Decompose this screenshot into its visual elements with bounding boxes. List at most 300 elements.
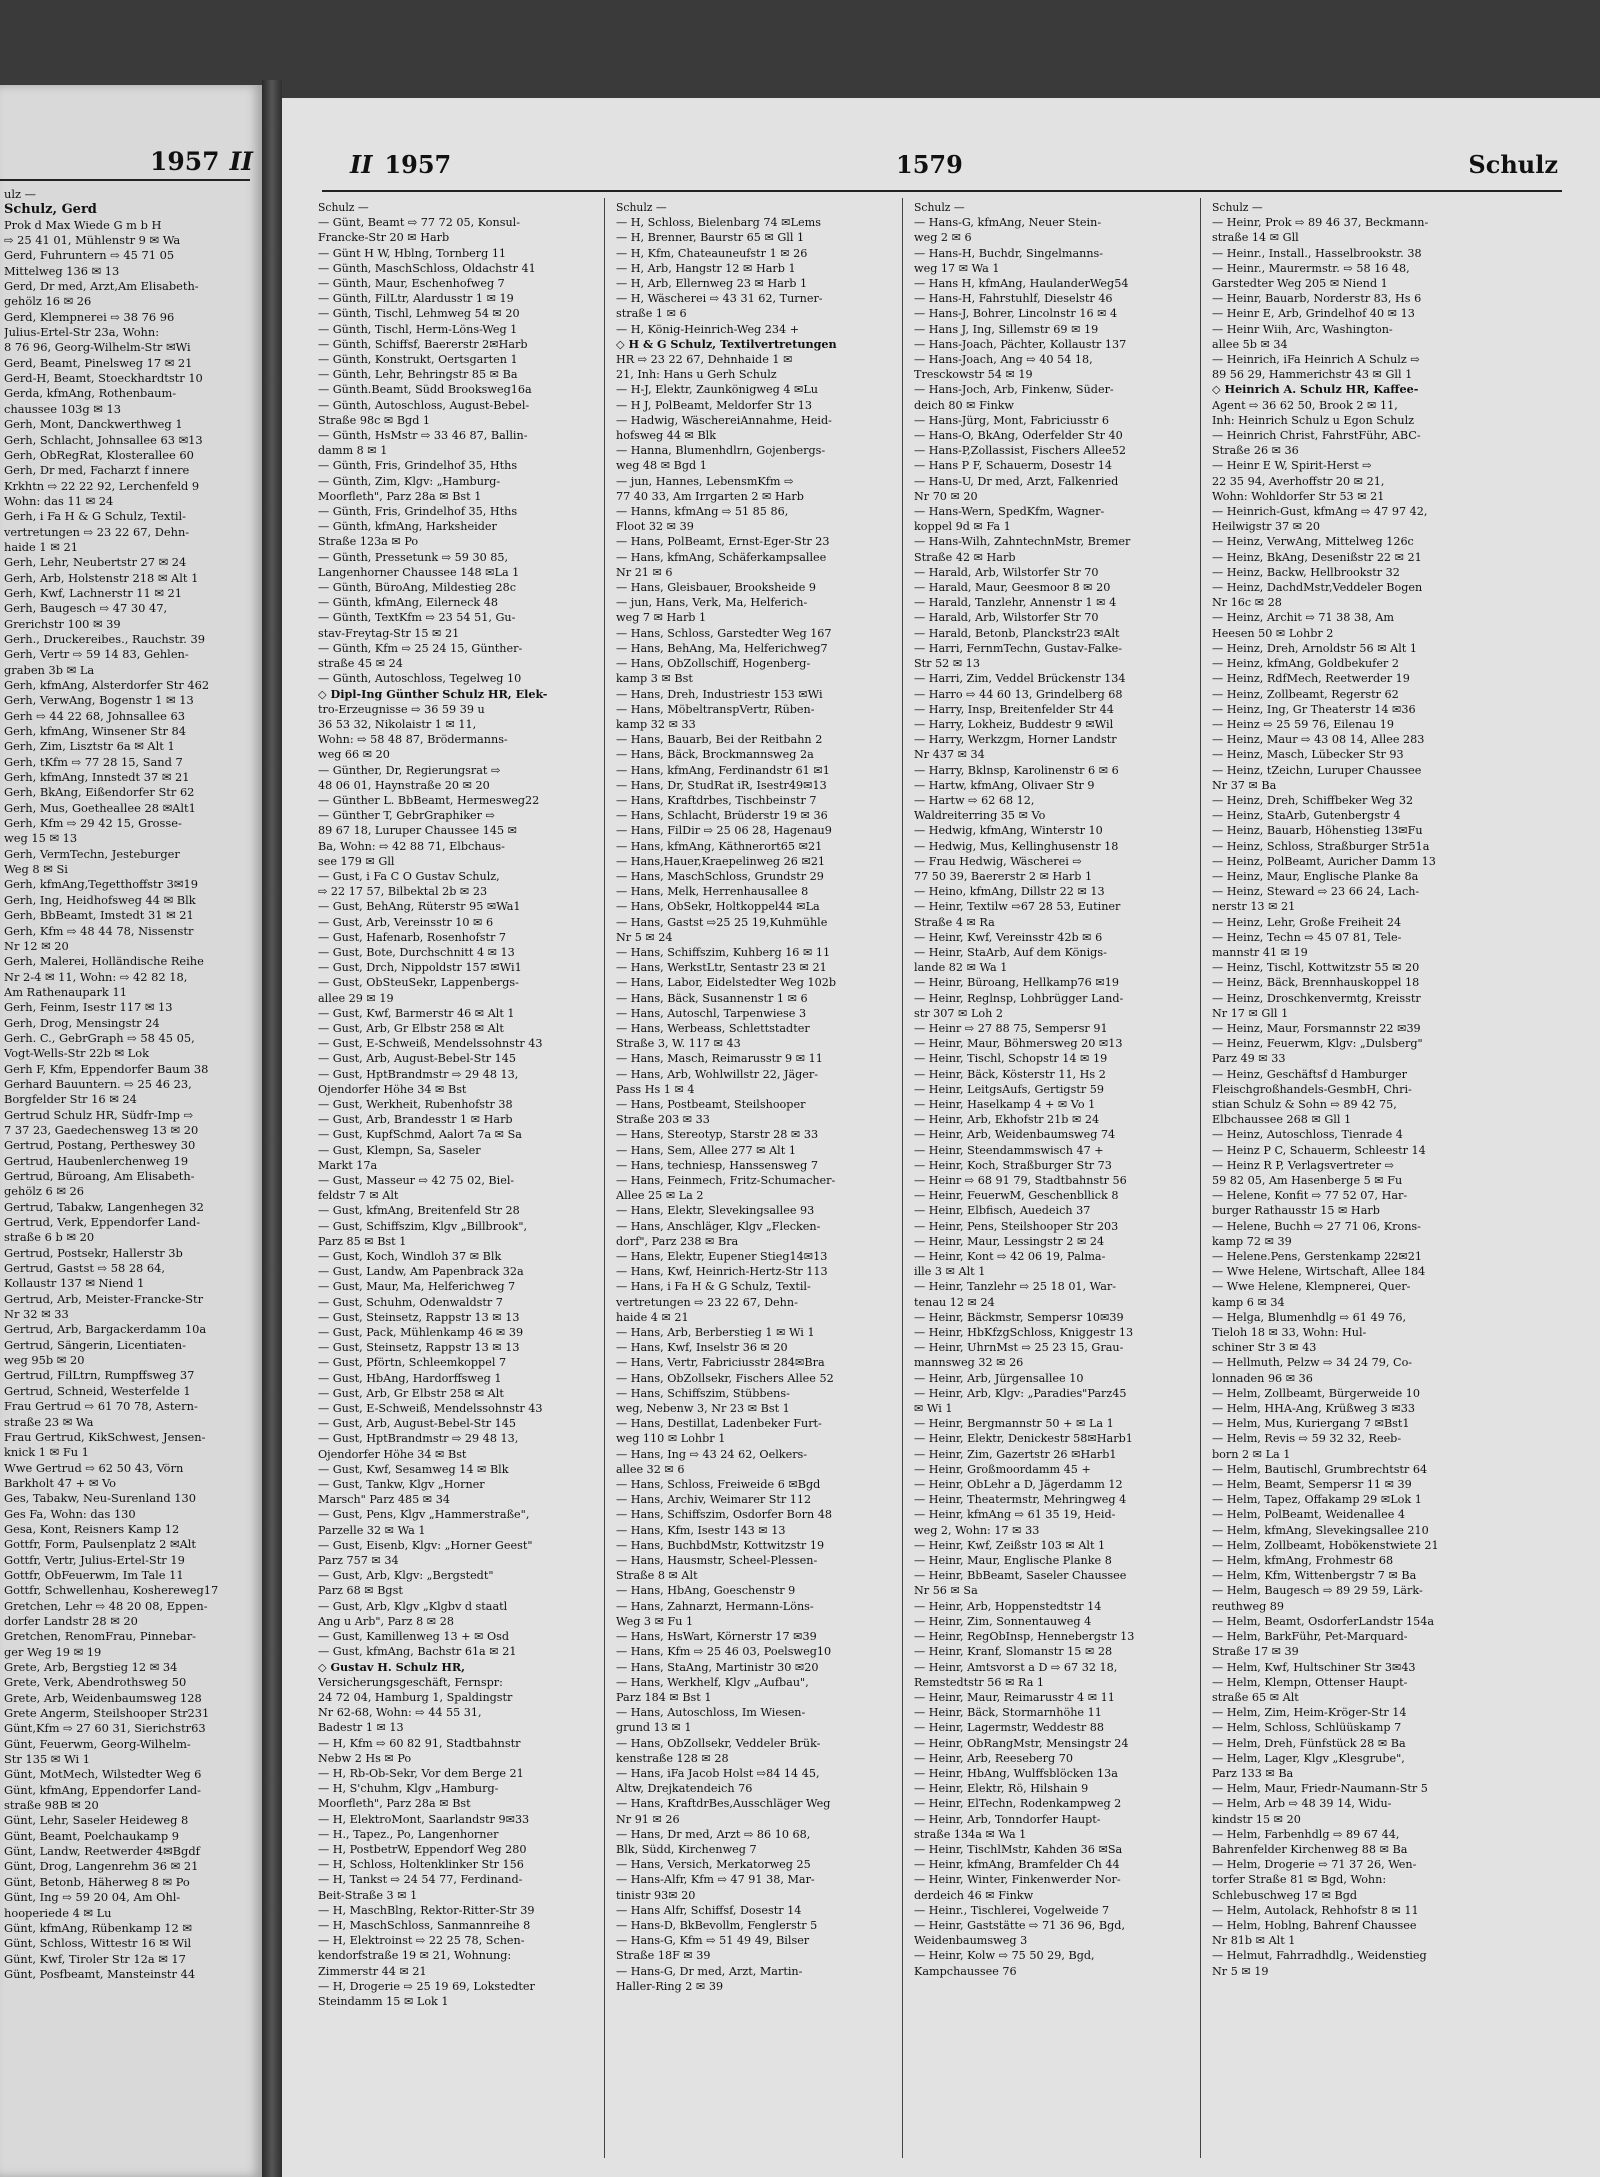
directory-entry: — Günth, Fris, Grindelhof 35, Hths [318,505,518,519]
directory-entry: allee 32 ✉ 6 [616,1462,685,1476]
directory-entry: — Hans, Dr med, Arzt ⇨ 86 10 68, [616,1827,811,1841]
directory-entry: — H, Brenner, Baurstr 65 ✉ Gll 1 [616,231,805,245]
directory-entry: — H J, PolBeamt, Meldorfer Str 13 [616,398,812,412]
directory-entry: — Harri, Zim, Veddel Brückenstr 134 [914,672,1126,686]
directory-entry: Gesa, Kont, Reisners Kamp 12 [4,1521,180,1536]
directory-entry: Gerda, kfmAng, Rothenbaum- [4,386,177,401]
directory-entry: Gertrud, Schneid, Westerfelde 1 [4,1383,191,1398]
directory-entry: — Hans, ObZollschiff, Hogenberg- [616,657,811,671]
directory-entry: straße 65 ✉ Alt [1212,1690,1299,1704]
directory-entry: — Heinz, RdfMech, Reetwerder 19 [1212,672,1410,686]
directory-entry: — Gust, Arb, August-Bebel-Str 145 [318,1052,517,1066]
directory-entry: Am Rathenaupark 11 [4,984,127,999]
directory-entry: — Helm, Maur, Friedr-Naumann-Str 5 [1212,1782,1428,1796]
directory-entry: — Günt, Beamt ⇨ 77 72 05, Konsul- [318,216,521,230]
directory-entry: — Hans, Postbeamt, Steilshooper [616,1097,806,1111]
directory-entry: Gertrud, Gastst ⇨ 58 28 64, [4,1261,166,1276]
directory-entry: — Hans P F, Schauerm, Dosestr 14 [914,459,1113,473]
directory-entry: chaussee 103g ✉ 13 [4,401,121,416]
directory-entry: Grete, Arb, Bergstieg 12 ✉ 34 [4,1660,178,1674]
directory-entry: Vogt-Wells-Str 22b ✉ Lok [4,1046,149,1061]
directory-entry: — Günth, Fris, Grindelhof 35, Hths [318,459,518,473]
directory-entry: 7 37 23, Gaedechensweg 13 ✉ 20 [4,1122,199,1137]
directory-entry: Grete Angerm, Steilshooper Str231 [4,1706,210,1721]
directory-entry: — Helmut, Fahrradhdlg., Weidenstieg [1212,1949,1427,1963]
directory-entry: Badestr 1 ✉ 13 [318,1721,404,1735]
directory-entry: Frau Gertrud ⇨ 61 70 78, Astern- [4,1399,198,1414]
directory-entry: — Heinr Wiih, Arc, Washington- [1212,322,1393,336]
directory-entry: 89 56 29, Hammerichstr 43 ✉ Gll 1 [1212,368,1413,382]
directory-entry: nerstr 13 ✉ 21 [1212,900,1296,914]
directory-entry: — Helm, BarkFühr, Pet-Marquard- [1212,1630,1408,1644]
directory-entry: gehölz 16 ✉ 26 [4,294,92,309]
directory-entry: Gertrud, Haubenlerchenweg 19 [4,1153,189,1168]
directory-entry: — Hans, Melk, Herrenhausallee 8 [616,885,809,899]
directory-entry: — Heinr, Bäckmstr, Sempersr 10✉39 [914,1310,1124,1324]
directory-entry: — Harry, Lokheiz, Buddestr 9 ✉Wil [914,717,1114,731]
directory-entry: Fleischgroßhandels-GesmbH, Chri- [1212,1082,1412,1096]
directory-entry: Steindamm 15 ✉ Lok 1 [318,1994,449,2008]
directory-entry: — Hans, KraftdrBes,Ausschläger Weg [616,1797,831,1811]
directory-entry: — Gust, Maur, Ma, Helferichweg 7 [318,1280,516,1294]
directory-entry: ger Weg 19 ✉ 19 [4,1644,102,1659]
directory-entry: Markt 17a [318,1158,378,1172]
directory-entry: — Helene, Konfit ⇨ 77 52 07, Har- [1212,1189,1408,1203]
directory-column-2 [616,200,886,2170]
directory-entry: — Hans, Feinmech, Fritz-Schumacher- [616,1174,836,1187]
directory-entry: — Hans, Elektr, Eupener Stieg14✉13 [616,1250,828,1264]
directory-entry: Gertrud, Büroang, Am Elisabeth- [4,1169,195,1183]
directory-entry: — H, MaschBlng, Rektor-Ritter-Str 39 [318,1903,535,1917]
directory-entry: — Gust, Arb, Brandesstr 1 ✉ Harb [318,1113,513,1127]
header-roman-numeral: II [350,150,373,179]
directory-entry: — Hans, Kfm, Isestr 143 ✉ 13 [616,1523,786,1537]
directory-entry: feldstr 7 ✉ Alt [318,1189,399,1203]
directory-entry: — Gust, kfmAng, Breitenfeld Str 28 [318,1204,520,1218]
directory-entry: — Heinr, Arb, Tonndorfer Haupt- [914,1812,1101,1826]
directory-entry: — Heinr, Arb, Hoppenstedtstr 14 [914,1599,1102,1613]
directory-entry: Straße 4 ✉ Ra [914,915,995,929]
directory-entry: Nr 91 ✉ 26 [616,1812,680,1826]
directory-entry: Gerh, ObRegRat, Klosterallee 60 [4,447,194,462]
directory-entry: — Hans, Schiffszim, Kuhberg 16 ✉ 11 [616,945,831,959]
directory-entry: straße 14 ✉ Gll [1212,231,1299,245]
directory-entry: Gottfr, ObFeuerwm, Im Tale 11 [4,1567,184,1582]
directory-entry: 77 50 39, Baererstr 2 ✉ Harb 1 [914,869,1093,883]
directory-entry: — Heinr, Maur, Lessingstr 2 ✉ 24 [914,1234,1105,1248]
directory-entry: — Heinr, Arb, Reeseberg 70 [914,1751,1073,1765]
directory-entry: koppel 9d ✉ Fa 1 [914,520,1011,534]
directory-entry: — Gust, Arb, Klgv „Klgbv d staatl [318,1599,508,1613]
directory-entry: — Heinz, Maur ⇨ 43 08 14, Allee 283 [1212,733,1425,747]
directory-entry: vertretungen ⇨ 23 22 67, Dehn- [616,1295,798,1309]
directory-entry: Gretchen, RenomFrau, Pinnebar- [4,1629,197,1644]
directory-entry: — Hanns, kfmAng ⇨ 51 85 86, [616,505,789,519]
directory-entry: straße 134a ✉ Wa 1 [914,1827,1027,1841]
directory-entry: — Heinz, DachdMstr,Veddeler Bogen [1212,581,1423,595]
directory-entry: — Frau Hedwig, Wäscherei ⇨ [914,854,1082,868]
directory-entry: — Heinr, Kwf, Zeißstr 103 ✉ Alt 1 [914,1538,1106,1552]
directory-entry: Gerh, Kfm ⇨ 48 44 78, Nissenstr [4,923,194,938]
directory-entry: Gertrud, Postang, Pertheswey 30 [4,1138,196,1153]
directory-entry: vertretungen ⇨ 23 22 67, Dehn- [4,524,190,539]
directory-entry: Gerh, BbBeamt, Imstedt 31 ✉ 21 [4,908,194,923]
directory-entry: Wwe Gertrud ⇨ 62 50 43, Vörn [4,1460,184,1475]
directory-entry: ulz — [4,187,36,201]
directory-entry: Gerh, Lehr, Neubertstr 27 ✉ 24 [4,555,187,570]
directory-entry: Wohn: das 11 ✉ 24 [4,493,114,508]
column-header: Schulz — [616,201,667,214]
directory-entry: 36 53 32, Nikolaistr 1 ✉ 11, [318,717,477,731]
directory-entry: tinistr 93✉ 20 [616,1888,696,1902]
directory-entry: Blk, Südd, Kirchenweg 7 [616,1842,757,1856]
directory-entry: — Günth, Autoschloss, August-Bebel- [318,398,530,412]
directory-entry: — Hans-U, Dr med, Arzt, Falkenried [914,474,1119,488]
directory-entry: Waldreiterring 35 ✉ Vo [914,809,1046,823]
directory-entry: Garstedter Weg 205 ✉ Niend 1 [1212,277,1388,291]
directory-entry: Grerichstr 100 ✉ 39 [4,616,121,631]
directory-entry: — Heinrich, iFa Heinrich A Schulz ⇨ [1212,353,1420,367]
directory-entry: — Heinr E W, Spirit-Herst ⇨ [1212,459,1372,473]
directory-entry: schiner Str 3 ✉ 43 [1212,1341,1317,1355]
directory-entry: — Hans, Destillat, Ladenbeker Furt- [616,1417,822,1431]
directory-entry: — Heinrich Christ, FahrstFühr, ABC- [1212,429,1421,443]
directory-entry: reuthweg 89 [1212,1599,1285,1613]
directory-entry: — Heinz, tZeichn, Luruper Chaussee [1212,763,1422,777]
directory-entry: Nr 437 ✉ 34 [914,748,985,762]
directory-entry: grund 13 ✉ 1 [616,1721,692,1735]
directory-entry: — Heinr ⇨ 27 88 75, Sempersr 91 [914,1021,1108,1035]
directory-entry: Nr 62-68, Wohn: ⇨ 44 55 31, [318,1706,482,1720]
directory-entry: — Harald, Betonb, Planckstr23 ✉Alt [914,626,1120,640]
directory-entry: Krkhtn ⇨ 22 22 92, Lerchenfeld 9 [4,478,200,493]
directory-entry: — Helm, Zollbeamt, Hobökenstwiete 21 [1212,1538,1439,1552]
directory-entry: — Heinr, Zim, Gazertstr 26 ✉Harb1 [914,1447,1117,1461]
directory-entry: lande 82 ✉ Wa 1 [914,961,1008,975]
directory-entry: — Heinr, Arb, Klgv: „Paradies"Parz45 [914,1386,1127,1400]
directory-entry: — Gust, i Fa C O Gustav Schulz, [318,869,500,883]
directory-entry: Günt, Beamt, Poelchaukamp 9 [4,1828,180,1843]
directory-entry: — Hans, BuchbdMstr, Kottwitzstr 19 [616,1538,825,1552]
directory-entry: Straße 98c ✉ Bgd 1 [318,413,431,427]
directory-entry: weg 95b ✉ 20 [4,1353,85,1368]
directory-entry: — Hans, Schiffszim, Stübbens- [616,1386,790,1400]
directory-entry: Parz 133 ✉ Ba [1212,1766,1294,1780]
directory-entry: ⇨ 25 41 01, Mühlenstr 9 ✉ Wa [4,233,181,248]
directory-entry: Straße 18F ✉ 39 [616,1949,711,1963]
directory-entry: mannstr 41 ✉ 19 [1212,945,1308,959]
left-header-page: II [229,147,253,176]
directory-entry: — Harald, Arb, Wilstorfer Str 70 [914,565,1099,579]
directory-entry: — Harro ⇨ 44 60 13, Grindelberg 68 [914,687,1123,701]
directory-entry: — Harry, Bklnsp, Karolinenstr 6 ✉ 6 [914,763,1119,777]
directory-entry: — H, Arb, Hangstr 12 ✉ Harb 1 [616,261,796,275]
directory-entry: — Hans, Hausmstr, Scheel-Plessen- [616,1554,818,1568]
directory-entry: Str 52 ✉ 13 [914,657,981,671]
directory-entry: graben 3b ✉ La [4,662,95,677]
directory-entry: weg 2 ✉ 6 [914,231,972,245]
directory-entry: — Heinr, ElTechn, Rodenkampweg 2 [914,1797,1122,1811]
directory-entry: — Günther, Dr, Regierungsrat ⇨ [318,763,501,777]
directory-entry: Nr 5 ✉ 24 [616,930,673,944]
directory-entry: Weg 8 ✉ Si [4,862,68,877]
directory-entry: ⇨ 22 17 57, Bilbektal 2b ✉ 23 [318,885,488,899]
directory-entry: — Heinz R P, Verlagsvertreter ⇨ [1212,1158,1395,1172]
directory-entry: gehölz 6 ✉ 26 [4,1184,85,1199]
directory-entry: — Heinr, kfmAng, Bramfelder Ch 44 [914,1858,1120,1872]
directory-entry: Straße 3, W. 117 ✉ 43 [616,1037,741,1051]
directory-entry: Gertrud, Arb, Meister-Francke-Str [4,1291,204,1306]
directory-entry: — Hans, ObSekr, Holtkoppel44 ✉La [616,900,820,914]
directory-entry: Günt, Posfbeamt, Mansteinstr 44 [4,1966,196,1981]
directory-entry: — Heinr ⇨ 68 91 79, Stadtbahnstr 56 [914,1174,1127,1187]
directory-entry: — Heinr, Kont ⇨ 42 06 19, Palma- [914,1250,1106,1264]
directory-entry: Parzelle 32 ✉ Wa 1 [318,1523,426,1537]
directory-entry: — H, Tankst ⇨ 24 54 77, Ferdinand- [318,1873,523,1887]
directory-entry: — Hans, kfmAng, Schäferkampsallee [616,550,827,564]
directory-entry: Günt, Betonb, Häherweg 8 ✉ Po [4,1874,190,1889]
directory-entry: — Gust, KupfSchmd, Aalort 7a ✉ Sa [318,1128,522,1142]
directory-entry: straße 45 ✉ 24 [318,657,403,671]
directory-entry: — Günth, HsMstr ⇨ 33 46 87, Ballin- [318,429,528,443]
directory-entry: Parz 184 ✉ Bst 1 [616,1690,712,1704]
directory-entry: — Gust, HptBrandmstr ⇨ 29 48 13, [318,1432,519,1446]
directory-entry: ◇ Heinrich A. Schulz HR, Kaffee- [1212,382,1419,397]
directory-entry: Gerd-H, Beamt, Stoeckhardtstr 10 [4,371,203,386]
directory-entry: — Gust, Arb, Vereinsstr 10 ✉ 6 [318,915,494,929]
directory-entry: — Heinr, Theatermstr, Mehringweg 4 [914,1493,1127,1507]
directory-entry: kamp 3 ✉ Bst [616,672,693,686]
directory-entry: tenau 12 ✉ 24 [914,1295,995,1309]
directory-entry: — Heinr, Zim, Sonnentauweg 4 [914,1614,1092,1628]
column-header: Schulz — [318,201,369,214]
directory-entry: — Hans-G, Dr med, Arzt, Martin- [616,1964,803,1978]
directory-entry: — Heino, kfmAng, Dillstr 22 ✉ 13 [914,885,1105,899]
directory-entry: — Günth.Beamt, Südd Brooksweg16a [318,383,532,397]
directory-entry: HR ⇨ 23 22 67, Dehnhaide 1 ✉ [616,353,793,367]
directory-entry: — Hans, Gastst ⇨25 25 19,Kuhmühle [616,915,828,929]
directory-entry: — Heinr, Großmoordamm 45 + [914,1462,1091,1476]
directory-entry: — Hans-H, Buchdr, Singelmanns- [914,246,1104,260]
directory-entry: — Heinz, Dreh, Schiffbeker Weg 32 [1212,793,1414,807]
directory-entry: — Heinr, Koch, Straßburger Str 73 [914,1158,1112,1172]
directory-entry: — Heinr, HbKfzgSchloss, Kniggestr 13 [914,1326,1134,1340]
directory-entry: — Hans, Schloss, Garstedter Weg 167 [616,626,832,640]
left-header-rule [0,179,250,181]
directory-entry: burger Rathausstr 15 ✉ Harb [1212,1204,1380,1218]
directory-entry: — Heinr, Tanzlehr ⇨ 25 18 01, War- [914,1280,1116,1294]
directory-entry: — Heinz, Maur, Forsmannstr 22 ✉39 [1212,1021,1421,1035]
directory-entry: Gerh, kfmAng, Winsener Str 84 [4,724,187,739]
directory-entry: — Heinz, Geschäftsf d Hamburger [1212,1067,1408,1081]
directory-entry: Floot 32 ✉ 39 [616,520,694,534]
directory-entry: Parz 49 ✉ 33 [1212,1052,1286,1066]
directory-entry: Julius-Ertel-Str 23a, Wohn: [4,325,160,340]
directory-entry: — Gust, Landw, Am Papenbrack 32a [318,1265,524,1279]
directory-entry: Günt, Landw, Reetwerder 4✉Bgdf [4,1844,200,1859]
directory-entry: weg 15 ✉ 13 [4,831,78,846]
directory-entry: — Hans, Kraftdrbes, Tischbeinstr 7 [616,793,817,807]
directory-entry: — Gust, Koch, Windloh 37 ✉ Blk [318,1250,502,1264]
directory-entry: — jun, Hannes, LebensmKfm ⇨ [616,474,794,488]
directory-entry: — Heinz, Masch, Lübecker Str 93 [1212,748,1404,762]
directory-entry: — Helm, Arb ⇨ 48 39 14, Widu- [1212,1797,1392,1811]
left-page-header [150,147,253,176]
directory-entry: — Heinz, Dreh, Arnoldstr 56 ✉ Alt 1 [1212,641,1417,655]
directory-entry: — Heinz, Autoschloss, Tienrade 4 [1212,1128,1403,1142]
running-head: Schulz [1468,150,1558,179]
directory-entry: Grete, Arb, Weidenbaumsweg 128 [4,1690,202,1705]
directory-entry: — H, Rb-Ob-Sekr, Vor dem Berge 21 [318,1766,524,1780]
directory-entry: — Heinr E, Arb, Grindelhof 40 ✉ 13 [1212,307,1415,321]
directory-entry: — Gust, Kamillenweg 13 + ✉ Osd [318,1630,510,1644]
column-divider [1200,198,1201,2158]
directory-entry: — Heinr, StaArb, Auf dem Königs- [914,945,1107,959]
directory-entry: — Hans, Ing ⇨ 43 24 62, Oelkers- [616,1447,808,1461]
directory-entry: — Heinr, Bergmannstr 50 + ✉ La 1 [914,1417,1114,1431]
directory-entry: — Heinr, Arb, Weidenbaumsweg 74 [914,1128,1116,1142]
directory-entry: — Hans, Bäck, Susannenstr 1 ✉ 6 [616,991,808,1005]
directory-entry: — Hans J, Ing, Sillemstr 69 ✉ 19 [914,322,1099,336]
directory-entry: Gerh, Baugesch ⇨ 47 30 47, [4,601,168,616]
directory-entry: — Gust, Arb, Klgv: „Bergstedt" [318,1569,494,1583]
directory-entry: — Heinr, HbAng, Wulffsblöcken 13a [914,1766,1118,1780]
directory-entry: Günt, kfmAng, Eppendorfer Land- [4,1782,202,1797]
directory-entry: — Heinz, Schloss, Straßburger Str51a [1212,839,1430,853]
directory-entry: — jun, Hans, Verk, Ma, Helferich- [616,596,808,610]
directory-entry: — Günth, Maur, Eschenhofweg 7 [318,277,505,291]
directory-entry: — Hartw ⇨ 62 68 12, [914,793,1035,807]
directory-entry: Straße 8 ✉ Alt [616,1569,698,1583]
directory-entry: Ojendorfer Höhe 34 ✉ Bst [318,1082,467,1096]
directory-entry: weg 110 ✉ Lohbr 1 [616,1432,726,1446]
directory-entry: — Gust, Schuhm, Odenwaldstr 7 [318,1295,503,1309]
directory-entry: Allee 25 ✉ La 2 [616,1189,704,1203]
directory-entry: Zimmerstr 44 ✉ 21 [318,1964,427,1978]
directory-entry: — Heinz, Steward ⇨ 23 66 24, Lach- [1212,885,1420,899]
directory-entry: Ges, Tabakw, Neu-Surenland 130 [4,1491,197,1506]
directory-entry: — Heinr, UhrnMst ⇨ 25 23 15, Grau- [914,1341,1124,1355]
directory-entry: — Hedwig, Mus, Kellinghusenstr 18 [914,839,1119,853]
directory-entry: dorf", Parz 238 ✉ Bra [616,1234,739,1248]
directory-entry: Marsch" Parz 485 ✉ 34 [318,1493,450,1507]
directory-entry: — Hans, ObZollsekr, Fischers Allee 52 [616,1371,834,1385]
directory-entry: — H, Schloss, Holtenklinker Str 156 [318,1858,524,1872]
directory-entry: — Heinr., Install., Hasselbrookstr. 38 [1212,246,1422,260]
directory-entry: — Heinr, ObRangMstr, Mensingstr 24 [914,1736,1129,1750]
directory-entry: Versicherungsgeschäft, Fernspr: [318,1675,503,1689]
directory-entry: — Gust, Pack, Mühlenkamp 46 ✉ 39 [318,1326,524,1340]
directory-entry: — Gust, HbAng, Hardorffsweg 1 [318,1371,502,1385]
left-page [0,85,262,2177]
directory-entry: Gerh, BkAng, Eißendorfer Str 62 [4,785,195,800]
directory-entry: — Hans, Labor, Eidelstedter Weg 102b [616,976,837,990]
directory-entry: — Heinz, Bäck, Brennhauskoppel 18 [1212,976,1420,990]
directory-entry: — Helm, Autolack, Rehhofstr 8 ✉ 11 [1212,1903,1419,1917]
directory-column-1 [318,200,588,2170]
directory-entry: Gertrud, Postsekr, Hallerstr 3b [4,1245,183,1260]
directory-entry: — Hans, Dr, StudRat iR, Isestr49✉13 [616,778,827,792]
directory-entry: Nr 32 ✉ 33 [4,1307,69,1322]
directory-entry: Gerd, Beamt, Pinelsweg 17 ✉ 21 [4,355,193,370]
directory-entry: Mittelweg 136 ✉ 13 [4,263,120,278]
directory-entry: Gerh., Druckereibes., Rauchstr. 39 [4,631,206,646]
directory-entry: — Heinr, Textilw ⇨67 28 53, Eutiner [914,900,1121,914]
directory-entry: — Harry, Werkzgm, Horner Landstr [914,733,1117,747]
directory-entry: — H, Arb, Ellernweg 23 ✉ Harb 1 [616,277,808,291]
directory-entry: Gerd, Dr med, Arzt,Am Elisabeth- [4,279,199,294]
directory-entry: — Helm, Kfm, Wittenbergstr 7 ✉ Ba [1212,1569,1417,1583]
directory-entry: 22 35 94, Averhoffstr 20 ✉ 21, [1212,474,1385,488]
directory-entry: — Gust, Pförtn, Schleemkoppel 7 [318,1356,507,1370]
directory-entry: — Hans-Joach, Pächter, Kollaustr 137 [914,337,1127,351]
directory-entry: — Gust, Hafenarb, Rosenhofstr 7 [318,930,506,944]
directory-entry: Günt, Lehr, Saseler Heideweg 8 [4,1813,189,1828]
directory-entry: — Günt H W, Hblng, Tornberg 11 [318,246,507,260]
directory-entry: — Hans, Kwf, Heinrich-Hertz-Str 113 [616,1265,828,1279]
directory-entry: — Günth, Tischl, Lehmweg 54 ✉ 20 [318,307,520,321]
directory-entry: — Heinr, Amtsvorst a D ⇨ 67 32 18, [914,1660,1118,1674]
directory-entry: — Heinr, Elbfisch, Auedeich 37 [914,1204,1091,1218]
directory-entry: — Gust, Klempn, Sa, Saseler [318,1143,481,1157]
directory-entry: — Hans-H, Fahrstuhlf, Dieselstr 46 [914,292,1113,306]
directory-entry: — Heinr., Maurermstr. ⇨ 58 16 48, [1212,261,1410,275]
directory-entry: — Helm, kfmAng, Frohmestr 68 [1212,1554,1394,1568]
directory-entry: see 179 ✉ Gll [318,854,395,868]
directory-entry: Gerh, Malerei, Holländische Reihe [4,954,204,969]
directory-entry: Frau Gertrud, KikSchwest, Jensen- [4,1429,206,1444]
directory-entry: — Heinr, Maur, Englische Planke 8 [914,1554,1112,1568]
directory-entry: — Hans, Gleisbauer, Brooksheide 9 [616,581,816,595]
directory-entry: haide 4 ✉ 21 [616,1310,689,1324]
directory-entry: — Heinr, Arb, Jürgensallee 10 [914,1371,1084,1385]
directory-entry: Weidenbaumsweg 3 [914,1934,1028,1948]
directory-entry: allee 29 ✉ 19 [318,991,394,1005]
directory-entry: — Helene, Buchh ⇨ 27 71 06, Krons- [1212,1219,1421,1233]
directory-entry: Kollaustr 137 ✉ Niend 1 [4,1276,145,1291]
directory-entry: — Helm, Kwf, Hultschiner Str 3✉43 [1212,1660,1416,1674]
directory-entry: Gerh, Arb, Holstenstr 218 ✉ Alt 1 [4,570,199,585]
directory-entry: Günt, kfmAng, Rübenkamp 12 ✉ [4,1920,192,1935]
directory-entry: — Hans, Schloss, Freiweide 6 ✉Bgd [616,1478,821,1492]
directory-entry: — Gust, Werkheit, Rubenhofstr 38 [318,1097,513,1111]
header-year: 1957 [384,150,452,179]
directory-entry: Gerh, Mus, Goetheallee 28 ✉Alt1 [4,800,196,815]
directory-entry: — Hans-Wern, SpedKfm, Wagner- [914,505,1105,519]
directory-entry: — Gust, HptBrandmstr ⇨ 29 48 13, [318,1067,519,1081]
directory-entry: — Helm, kfmAng, Slevekingsallee 210 [1212,1523,1429,1537]
directory-entry: — Heinrich-Gust, kfmAng ⇨ 47 97 42, [1212,505,1428,519]
directory-entry: — Heinz, StaArb, Gutenbergstr 4 [1212,809,1401,823]
directory-entry: — Hans, FilDir ⇨ 25 06 28, Hagenau9 [616,824,832,838]
directory-entry: Gertrud, FilLtrn, Rumpffsweg 37 [4,1368,195,1383]
directory-entry: — Hadwig, WäschereiAnnahme, Heid- [616,413,832,427]
directory-entry: — Gust, Drch, Nippoldstr 157 ✉Wi1 [318,961,522,975]
directory-entry: — Helm, Revis ⇨ 59 32 32, Reeb- [1212,1432,1402,1446]
directory-entry: — Gust, BehAng, Rüterstr 95 ✉Wa1 [318,900,521,914]
directory-entry: straße 98B ✉ 20 [4,1798,99,1813]
directory-entry: — Heinr, ObLehr a D, Jägerdamm 12 [914,1478,1123,1492]
directory-entry: — Heinz, Tischl, Kottwitzstr 55 ✉ 20 [1212,961,1420,975]
directory-entry: Günt,Kfm ⇨ 27 60 31, Sierichstr63 [4,1721,206,1736]
directory-entry: Nebw 2 Hs ✉ Po [318,1751,412,1765]
directory-entry: Gerh, Schlacht, Johnsallee 63 ✉13 [4,432,203,447]
directory-entry: ◇ H & G Schulz, Textilvertretungen [616,336,837,351]
book-gutter [262,80,282,2177]
directory-entry: — Gust, Pens, Klgv „Hammerstraße", [318,1508,530,1522]
directory-entry: — Hellmuth, Pelzw ⇨ 34 24 79, Co- [1212,1356,1413,1370]
directory-entry: damm 8 ✉ 1 [318,444,388,458]
